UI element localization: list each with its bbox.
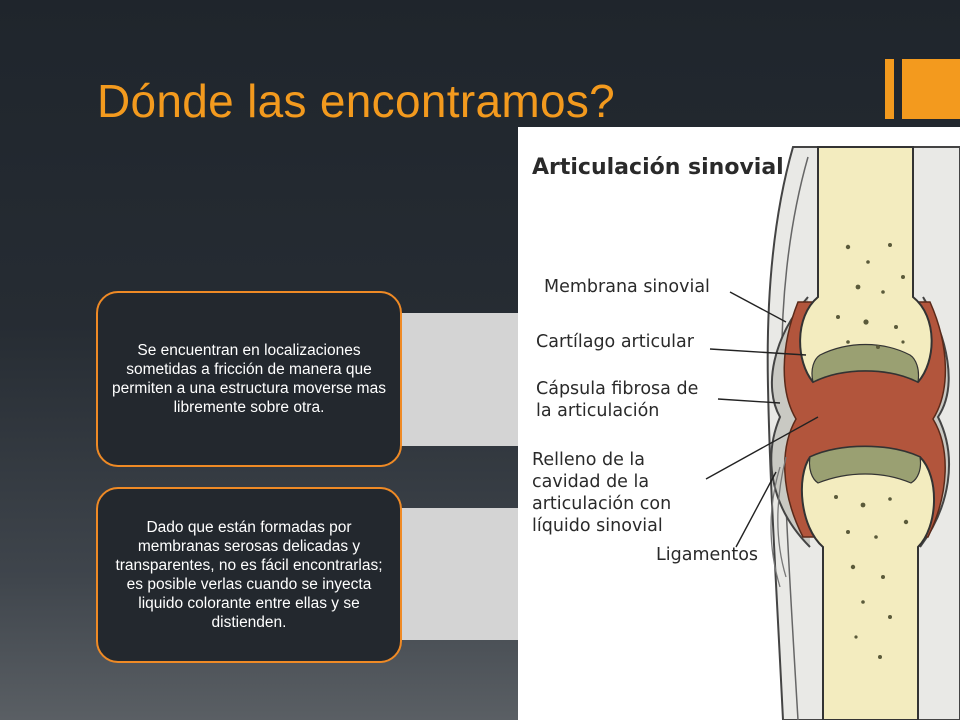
info-box-text: Dado que están formadas por membranas serosas delicadas y transparentes, no es fácil encontrarlas; es posible verlas cuando se inyecta liquido colorante entre ellas y se distienden. xyxy=(115,519,383,631)
label-ligamentos: Ligamentos xyxy=(656,545,759,565)
connector-band-1 xyxy=(380,313,540,446)
info-box-visibility xyxy=(96,487,402,663)
joint-illustration xyxy=(518,127,960,720)
label-relleno-line-2: cavidad de la xyxy=(532,472,650,492)
label-relleno-line-4: líquido sinovial xyxy=(532,516,663,536)
accent-bar xyxy=(885,59,894,119)
label-relleno-line-3: articulación con xyxy=(532,494,672,514)
slide-title: Dónde las encontramos? xyxy=(97,75,616,127)
accent-block xyxy=(902,59,960,119)
label-cartilago-articular: Cartílago articular xyxy=(536,332,694,352)
label-relleno-line-1: Relleno de la xyxy=(532,450,646,470)
synovial-joint-diagram xyxy=(518,127,960,720)
label-capsula-line-2: la articulación xyxy=(536,401,660,421)
info-box-friction xyxy=(96,291,402,467)
label-capsula-line-1: Cápsula fibrosa de xyxy=(536,379,699,399)
diagram-title: Articulación sinovial xyxy=(532,155,784,180)
connector-band-2 xyxy=(380,508,540,640)
info-box-text: Se encuentran en localizaciones sometidas a fricción de manera que permiten a una estructura moverse mas libremente sobre otra. xyxy=(112,342,386,416)
label-membrana-sinovial: Membrana sinovial xyxy=(544,277,710,297)
